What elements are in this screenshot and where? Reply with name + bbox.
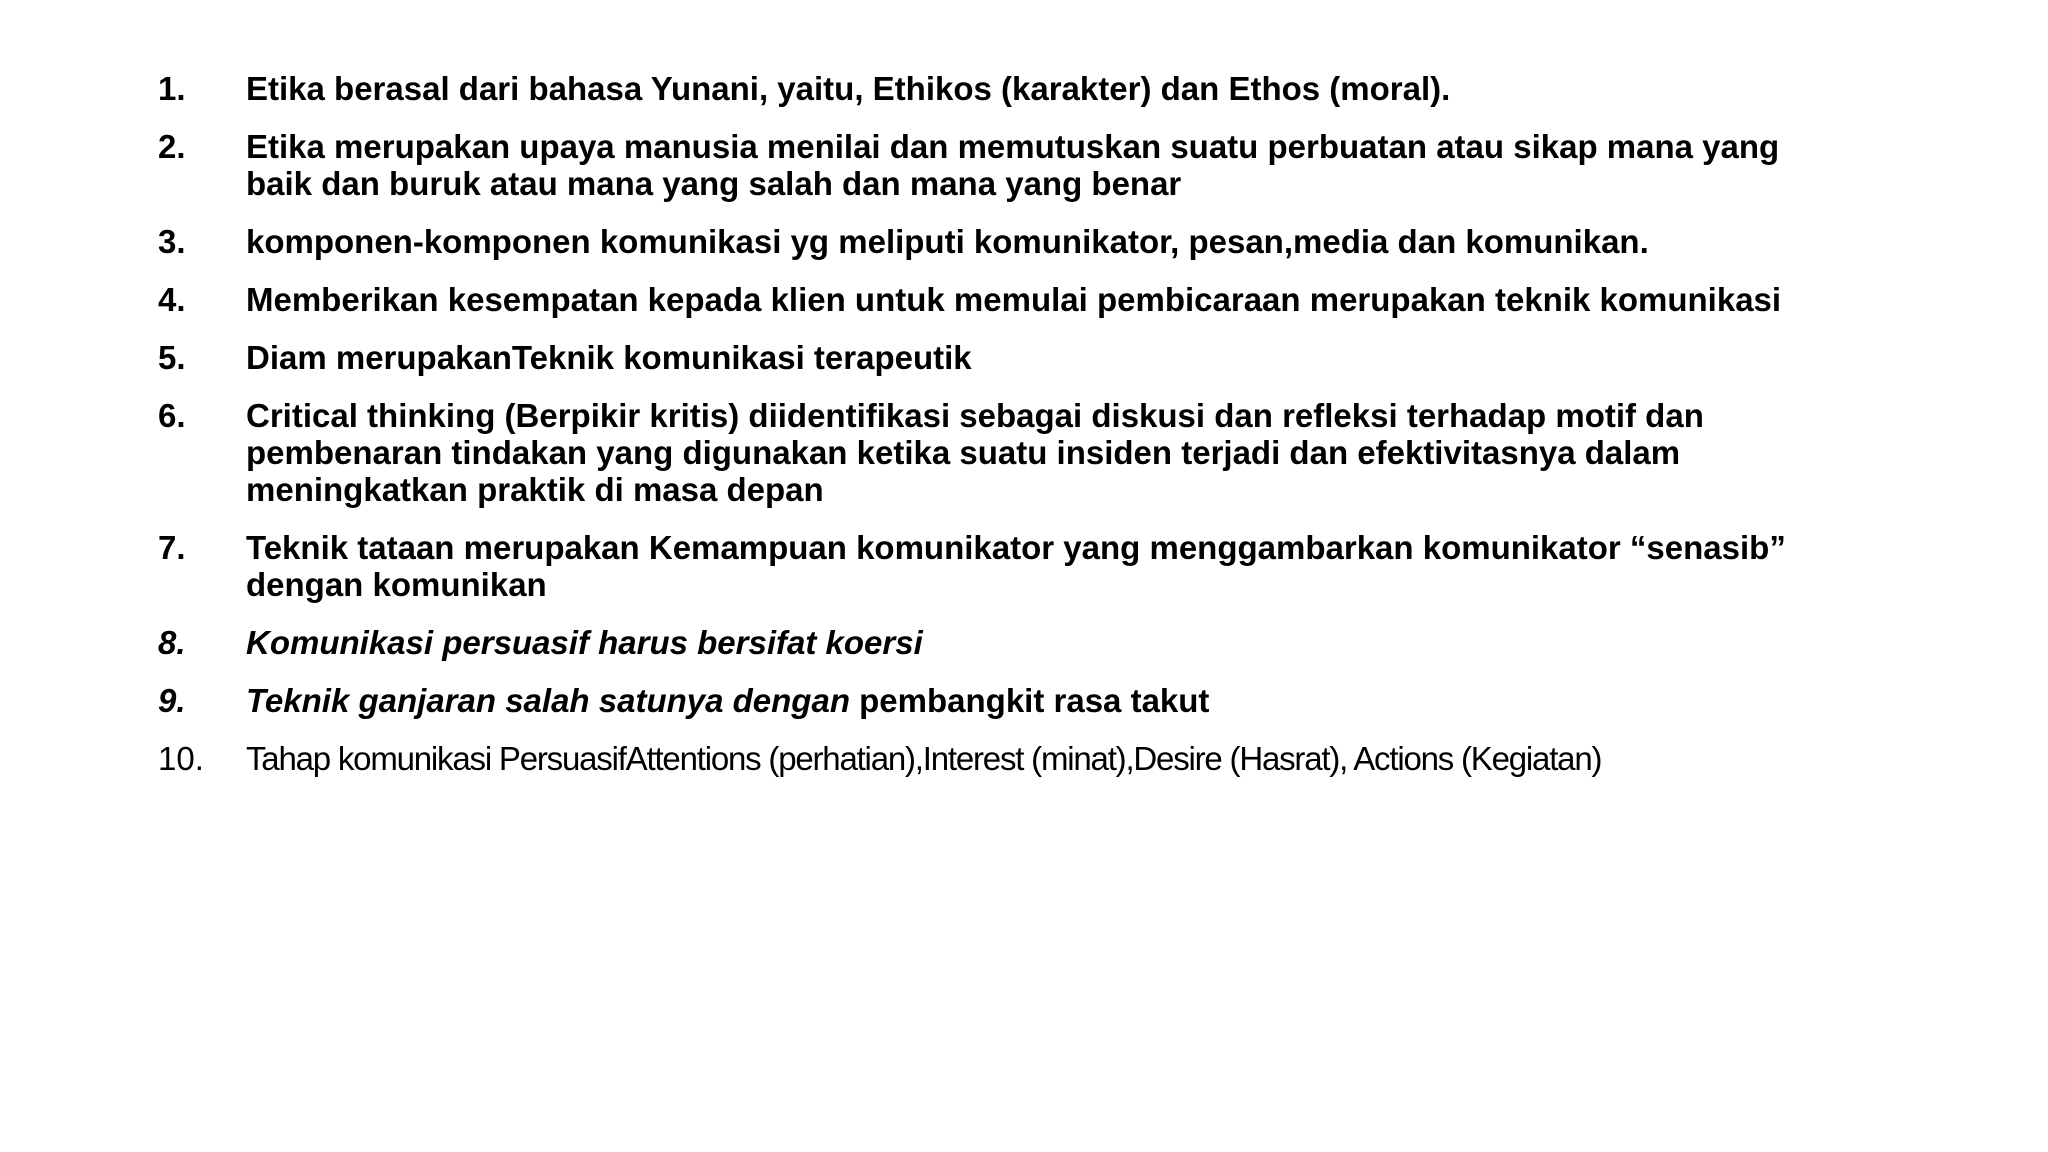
list-text: Diam merupakanTeknik komunikasi terapeutik bbox=[246, 339, 972, 376]
list-number: 5. bbox=[158, 339, 186, 376]
list-text-italic: Teknik ganjaran salah satunya dengan bbox=[246, 682, 850, 719]
list-number: 2. bbox=[158, 128, 186, 165]
list-text bbox=[246, 682, 1878, 719]
list-item-10 bbox=[158, 740, 1878, 777]
list-number: 3. bbox=[158, 223, 186, 260]
list-number: 7. bbox=[158, 529, 186, 566]
list-text-line: baik dan buruk atau mana yang salah dan mana yang benar bbox=[246, 165, 1182, 202]
list-text: Memberikan kesempatan kepada klien untuk memulai pembicaraan merupakan teknik komunikasi bbox=[246, 281, 1782, 318]
list-text-line: Teknik tataan merupakan Kemampuan komunikator yang menggambarkan komunikator “senasib” bbox=[246, 529, 1786, 566]
list-text-line: dengan komunikan bbox=[246, 566, 547, 603]
list-number: 8. bbox=[158, 624, 186, 661]
list-text bbox=[246, 529, 1878, 603]
list-text: Tahap komunikasi PersuasifAttentions (perhatian),Interest (minat),Desire (Hasrat), Actions (Kegiatan) bbox=[246, 740, 1602, 777]
list-number: 4. bbox=[158, 281, 186, 318]
numbered-list bbox=[158, 70, 1878, 798]
list-item-4 bbox=[158, 281, 1878, 318]
list-text bbox=[246, 128, 1878, 202]
list-item-5 bbox=[158, 339, 1878, 376]
list-item-7 bbox=[158, 529, 1878, 603]
list-item-1 bbox=[158, 70, 1878, 107]
list-item-2 bbox=[158, 128, 1878, 202]
list-number: 6. bbox=[158, 397, 186, 434]
list-number: 9. bbox=[158, 682, 186, 719]
list-text-line: Etika merupakan upaya manusia menilai dan memutuskan suatu perbuatan atau sikap mana yang bbox=[246, 128, 1780, 165]
list-text: Komunikasi persuasif harus bersifat koersi bbox=[246, 624, 923, 661]
list-item-3 bbox=[158, 223, 1878, 260]
list-text-line: pembenaran tindakan yang digunakan ketika suatu insiden terjadi dan efektivitasnya dalam bbox=[246, 434, 1681, 471]
list-number: 1. bbox=[158, 70, 186, 107]
list-item-9 bbox=[158, 682, 1878, 719]
list-text-line: Critical thinking (Berpikir kritis) diidentifikasi sebagai diskusi dan refleksi terhadap motif dan bbox=[246, 397, 1704, 434]
list-number: 10. bbox=[158, 740, 204, 777]
list-item-8 bbox=[158, 624, 1878, 661]
list-text-line: meningkatkan praktik di masa depan bbox=[246, 471, 824, 508]
list-item-6 bbox=[158, 397, 1878, 508]
list-text: Etika berasal dari bahasa Yunani, yaitu, Ethikos (karakter) dan Ethos (moral). bbox=[246, 70, 1451, 107]
list-text-regular: pembangkit rasa takut bbox=[849, 682, 1210, 719]
list-text bbox=[246, 397, 1878, 508]
list-text: komponen-komponen komunikasi yg meliputi komunikator, pesan,media dan komunikan. bbox=[246, 223, 1649, 260]
